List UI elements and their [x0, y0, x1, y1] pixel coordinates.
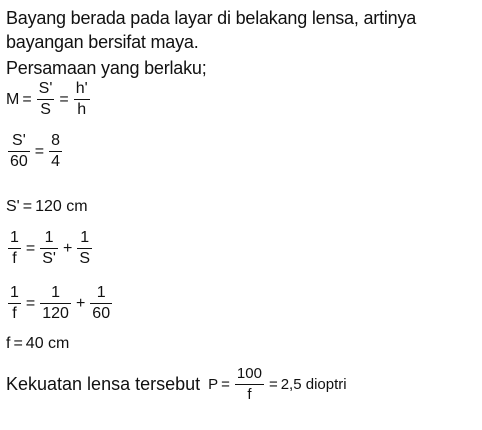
denominator: 60 — [10, 153, 28, 170]
numerator: 8 — [51, 132, 61, 149]
denominator: f — [12, 250, 17, 267]
equation-image-distance — [6, 198, 88, 216]
equals-sign: = — [268, 376, 278, 393]
eq-lhs: S' — [6, 198, 20, 215]
numerator: 1 — [80, 229, 90, 246]
text-line-1: Bayang berada pada layar di belakang lensa, artinya — [6, 8, 417, 28]
equals-sign: = — [221, 376, 230, 393]
numerator: 1 — [10, 229, 19, 246]
equals-sign: = — [59, 90, 69, 108]
numerator: 1 — [51, 284, 61, 301]
equals-sign: = — [25, 294, 36, 312]
denominator: 120 — [42, 305, 69, 322]
fraction — [90, 283, 112, 324]
eq-rhs: 2,5 dioptri — [280, 376, 347, 393]
eq-lhs: P — [208, 376, 219, 393]
denominator: S' — [42, 250, 56, 267]
denominator: f — [12, 305, 17, 322]
eq-rhs: 40 cm — [25, 335, 70, 352]
fraction — [8, 228, 21, 269]
numerator: 1 — [96, 284, 106, 301]
numerator: S' — [38, 80, 53, 97]
eq-rhs: 120 cm — [35, 198, 88, 215]
equals-sign: = — [22, 90, 32, 108]
equation-ratio — [6, 131, 64, 172]
equation-magnification — [6, 79, 92, 120]
eq-lhs: f — [6, 335, 11, 352]
plus-sign: + — [75, 294, 86, 312]
text-line-2: bayangan bersifat maya. — [6, 32, 199, 52]
numerator: S' — [12, 132, 26, 149]
conclusion-line — [6, 364, 347, 405]
equals-sign: = — [25, 239, 36, 257]
numerator: 1 — [44, 229, 54, 246]
fraction — [74, 79, 90, 120]
conclusion-text: Kekuatan lensa tersebut — [6, 374, 201, 394]
fraction — [77, 228, 92, 269]
denominator: 4 — [51, 153, 61, 170]
fraction — [40, 283, 71, 324]
fraction — [8, 131, 30, 172]
denominator: h — [77, 101, 87, 118]
equals-sign: = — [22, 198, 33, 215]
equals-sign: = — [34, 142, 45, 160]
text-line-3: Persamaan yang berlaku; — [6, 58, 207, 78]
fraction — [40, 228, 58, 269]
fraction — [37, 79, 55, 120]
denominator: f — [247, 386, 252, 403]
equation-focal-length — [6, 335, 69, 353]
numerator: h' — [75, 80, 88, 97]
equation-lens-formula — [6, 228, 94, 269]
fraction — [8, 283, 21, 324]
numerator: 100 — [236, 365, 262, 382]
denominator: S — [40, 101, 51, 118]
denominator: S — [79, 250, 90, 267]
denominator: 60 — [92, 305, 111, 322]
equation-lens-values — [6, 283, 114, 324]
fraction — [49, 131, 62, 172]
plus-sign: + — [62, 239, 73, 257]
eq-lhs: M — [6, 90, 20, 108]
fraction — [235, 364, 264, 405]
numerator: 1 — [10, 284, 19, 301]
equals-sign: = — [13, 335, 23, 352]
